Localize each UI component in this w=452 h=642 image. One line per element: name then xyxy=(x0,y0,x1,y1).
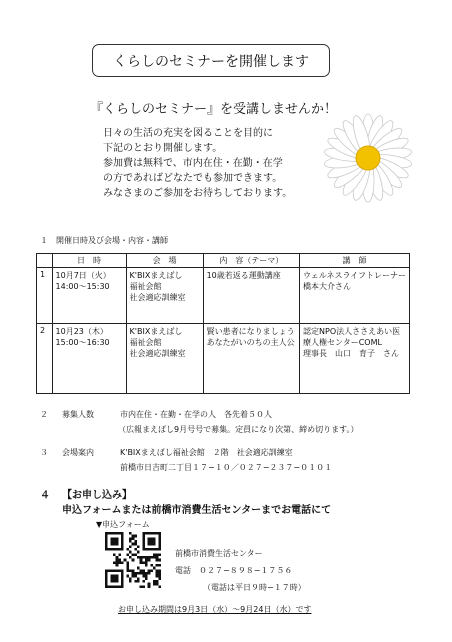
lecturer-line: 橋本大介さん xyxy=(303,282,352,291)
date-text: 10月7日（火） xyxy=(55,271,111,280)
venue-line: 福祉会館 xyxy=(129,338,162,347)
section2-line1: 市内在住・在勤・在学の人 各先着５０人 xyxy=(120,410,272,419)
row-datetime xyxy=(52,268,126,324)
page-title-box xyxy=(92,44,330,77)
section3-line1: K'BIXまえばし福祉会館 ２階 社会適応訓練室 xyxy=(120,448,293,457)
section2-label: 募集人数 xyxy=(62,410,94,419)
section2-line2: （広報まえばし9月号号で募集。定員になり次第、締め切ります。） xyxy=(118,425,359,434)
table-header-content: 内 容（テーマ） xyxy=(203,254,299,268)
venue-line: 社会適応訓練室 xyxy=(129,293,186,302)
subtitle: 『くらしのセミナー』を受講しませんか！ xyxy=(90,102,338,117)
intro-line: 参加費は無料で、市内在住・在勤・在学 xyxy=(103,158,283,169)
section3-line2: 前橋市日吉町二丁目１７−１０／０２７−２３７−０１０１ xyxy=(120,463,333,472)
section3-label: 会場案内 xyxy=(62,448,94,457)
table-row xyxy=(37,324,410,394)
table-header-datetime: 日 時 xyxy=(52,254,126,268)
row-lecturer xyxy=(300,324,410,394)
row-venue xyxy=(126,324,203,394)
intro-line: の方であればどなたでも参加できます。 xyxy=(103,173,283,184)
row-number: 1 xyxy=(37,268,53,324)
content-line: あなたがいのちの主人公 xyxy=(206,338,295,347)
venue-line: 福祉会館 xyxy=(129,282,162,291)
section1-heading: １ 開催日時及び会場・内容・講師 xyxy=(40,236,168,245)
daisy-flower-image xyxy=(318,108,418,208)
table-header-lecturer: 講 師 xyxy=(300,254,410,268)
form-label: ▼申込フォーム xyxy=(96,520,150,529)
row-content xyxy=(203,324,299,394)
page-title: くらしのセミナーを開催します xyxy=(113,53,309,70)
intro-line: 下記のとおり開催します。 xyxy=(103,143,223,154)
section4-heading: 【お申し込み】 xyxy=(62,490,132,501)
contact-tel[interactable]: 電話 ０２７−８９８−１７５６ xyxy=(175,566,293,575)
lecturer-line: ウェルネスライフトレーナー xyxy=(303,271,406,280)
table-row xyxy=(37,268,410,324)
intro-paragraph xyxy=(103,126,292,201)
contact-hours: （電話は平日９時−１７時） xyxy=(203,583,306,592)
section4-number: ４ xyxy=(40,490,50,501)
table-header-no xyxy=(37,254,53,268)
venue-line: 社会適応訓練室 xyxy=(129,349,186,358)
section3-number: ３ xyxy=(40,448,48,457)
lecturer-line: 認定NPO法人ささえあい医 xyxy=(303,327,401,336)
row-lecturer xyxy=(300,268,410,324)
venue-line: K'BIXまえばし xyxy=(129,327,183,336)
content-line: 10歳若返る運動講座 xyxy=(206,271,281,280)
venue-line: K'BIXまえばし xyxy=(129,271,183,280)
lecturer-line: 療人権センターCOML xyxy=(303,338,382,347)
section4-text: 申込フォームまたは前橋市消費生活センターまでお電話にて xyxy=(62,505,332,516)
lecturer-line: 理事長 山口 育子 さん xyxy=(303,349,400,358)
row-number: 2 xyxy=(37,324,53,394)
row-venue xyxy=(126,268,203,324)
intro-line: 日々の生活の充実を図ることを目的に xyxy=(103,128,273,139)
time-text: 14:00～15:30 xyxy=(55,282,110,291)
contact-name: 前橋市消費生活センター xyxy=(175,549,263,558)
row-datetime xyxy=(52,324,126,394)
qr-code-image[interactable] xyxy=(105,532,161,588)
intro-line: みなさまのご参加をお待ちしております。 xyxy=(103,188,293,199)
application-period: お申し込み期間は9月3日（水）～9月24日（水）です xyxy=(118,605,312,614)
date-text: 10月23（木） xyxy=(55,327,108,336)
table-header-venue: 会 場 xyxy=(126,254,203,268)
table-header-row xyxy=(37,254,410,268)
contact-block xyxy=(175,545,306,596)
content-line: 賢い患者になりましょう xyxy=(206,327,295,336)
schedule-table xyxy=(36,253,410,394)
time-text: 15:00～16:30 xyxy=(55,338,110,347)
row-content xyxy=(203,268,299,324)
section2-number: ２ xyxy=(40,410,48,419)
